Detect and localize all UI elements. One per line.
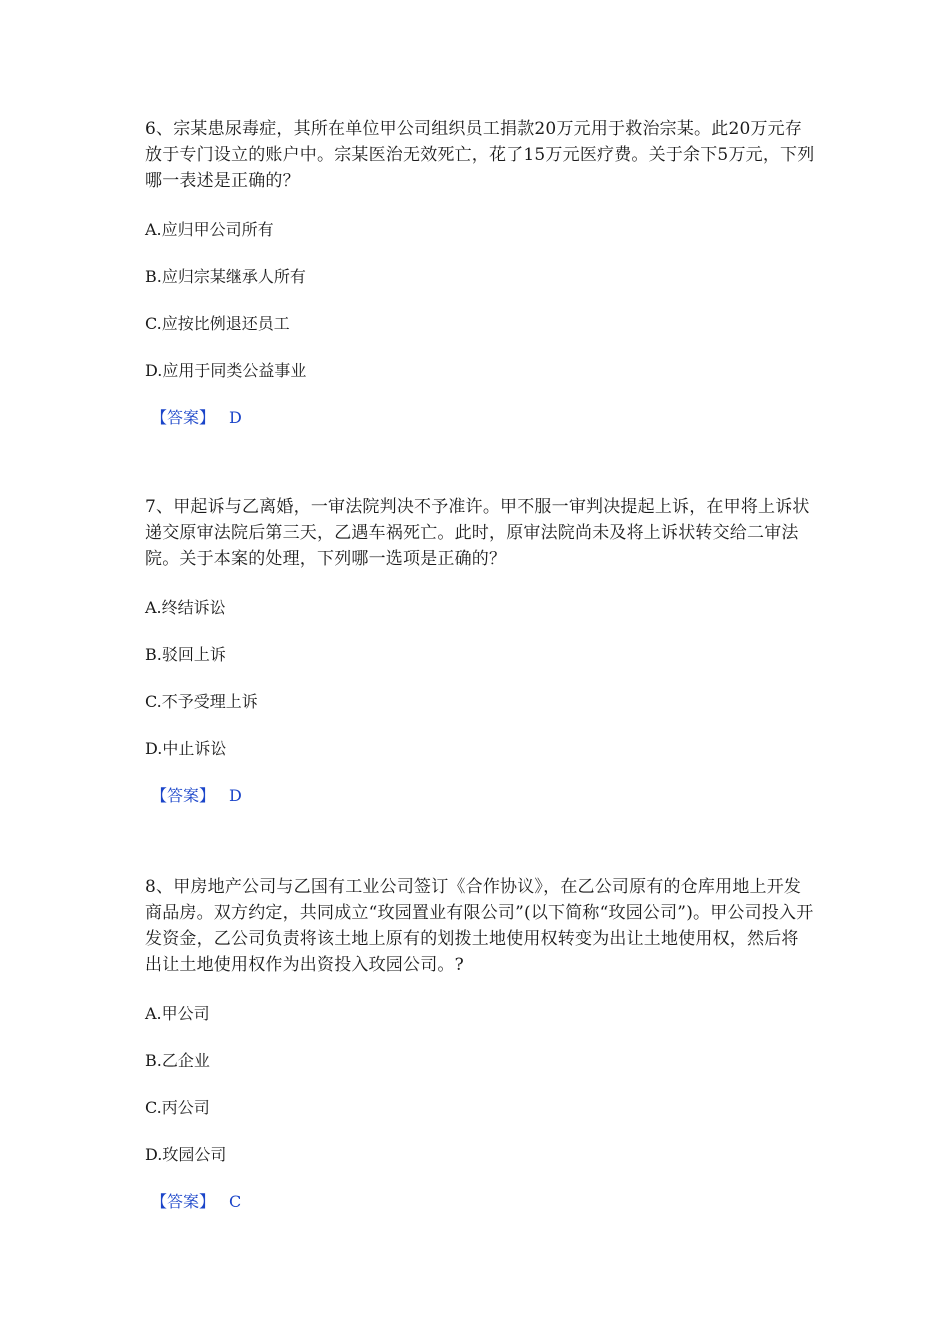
option-b: B.应归宗某继承人所有 — [145, 267, 306, 286]
option-b: B.乙企业 — [145, 1051, 210, 1070]
answer-label: 【答案】 — [151, 786, 216, 805]
question-8 — [145, 874, 815, 1213]
answer-label: 【答案】 — [151, 408, 216, 427]
answer-line — [151, 785, 815, 807]
question-7 — [145, 494, 815, 807]
option-d: D.应用于同类公益事业 — [145, 361, 307, 380]
option-a: A.终结诉讼 — [145, 598, 226, 617]
answer-value: D — [229, 786, 242, 805]
answer-value: D — [229, 408, 242, 427]
answer-value: C — [229, 1192, 242, 1211]
answer-line — [151, 407, 815, 429]
answer-label: 【答案】 — [151, 1192, 216, 1211]
option-list — [145, 597, 815, 760]
question-stem: 7、甲起诉与乙离婚，一审法院判决不予准许。甲不服一审判决提起上诉，在甲将上诉状递交原审法院后第三天，乙遇车祸死亡。此时，原审法院尚未及将上诉状转交给二审法院。关于本案的处理，下列哪一选项是正确的？ — [145, 497, 810, 569]
option-d: D.中止诉讼 — [145, 739, 227, 758]
answer-line — [151, 1191, 815, 1213]
question-stem: 6、宗某患尿毒症，其所在单位甲公司组织员工捐款20万元用于救治宗某。此20万元存放于专门设立的账户中。宗某医治无效死亡，花了15万元医疗费。关于余下5万元，下列哪一表述是正确的？ — [145, 119, 815, 191]
option-b: B.驳回上诉 — [145, 645, 226, 664]
option-c: C.不予受理上诉 — [145, 692, 258, 711]
question-stem: 8、甲房地产公司与乙国有工业公司签订《合作协议》，在乙公司原有的仓库用地上开发商品房。双方约定，共同成立“玫园置业有限公司”(以下简称“玫园公司”)。甲公司投入开发资金，乙公司负责将该土地上原有的划拨土地使用权转变为出让土地使用权，然后将出让土地使用权作为出资投入玫园公司。? — [145, 877, 814, 975]
option-a: A.应归甲公司所有 — [145, 220, 274, 239]
option-list — [145, 219, 815, 382]
question-6 — [145, 116, 815, 429]
option-list — [145, 1003, 815, 1166]
option-c: C.丙公司 — [145, 1098, 210, 1117]
option-c: C.应按比例退还员工 — [145, 314, 290, 333]
option-a: A.甲公司 — [145, 1004, 210, 1023]
option-d: D.玫园公司 — [145, 1145, 227, 1164]
